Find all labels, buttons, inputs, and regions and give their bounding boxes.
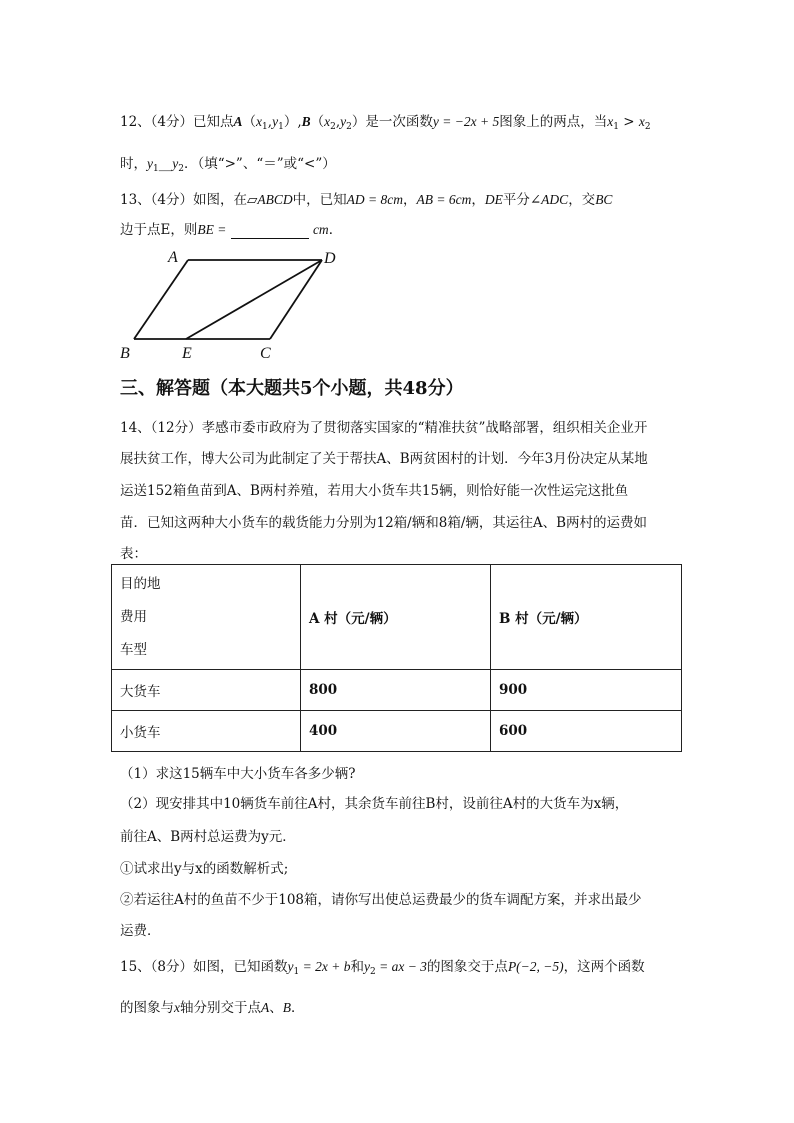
table-row: 小货车 400 600	[112, 711, 682, 752]
label-d: D	[324, 250, 336, 267]
diagonal-header-cell: 目的地 费用 车型	[112, 565, 301, 670]
label-c: C	[260, 345, 271, 362]
q14-part-2-ii: ②若运往A村的鱼苗不少于108箱，请你写出使总运费最少的货车调配方案，并求出最少	[120, 892, 642, 908]
table-row: 大货车 800 900	[112, 670, 682, 711]
q14-part-2-cont: 前往A、B两村总运费为y元．	[120, 829, 296, 845]
q14-part-2-ii-cont: 运费．	[120, 923, 161, 939]
q13-line1: 13、（4分）如图，在▱ABCD中，已知AD = 8cm，AB = 6cm，DE平分∠ADC，交BC	[120, 192, 613, 208]
q14-part-2-i: ①试求出y与x的函数解析式;	[120, 861, 289, 877]
q14-line-5: 表：	[120, 546, 147, 562]
edge-ab	[134, 260, 188, 339]
parallelogram-figure	[112, 246, 352, 364]
freight-cost-table	[111, 564, 682, 752]
q14-line-3: 运送152箱鱼苗到A、B两村养殖，若用大小货车共15辆，则恰好能一次性运完这批鱼	[120, 483, 629, 499]
label-b: B	[120, 345, 130, 362]
q13-line2: 边于点E，则BE = cm．	[120, 222, 343, 238]
q12-function: y = −2x + 5	[432, 114, 500, 129]
answer-blank	[231, 222, 309, 239]
q14-line-4: 苗．已知这两种大小货车的载货能力分别为12箱/辆和8箱/辆，其运往A、B两村的运费如	[120, 515, 648, 531]
q15-line2: 的图象与x轴分别交于点A、B．	[120, 1000, 305, 1016]
q14-part-2: （2）现安排其中10辆货车前往A村，其余货车前往B村，设前往A村的大货车为x辆，	[120, 796, 629, 812]
label-a: A	[168, 249, 178, 266]
section-heading: 三、解答题（本大题共5个小题，共48分）	[120, 378, 464, 399]
label-e: E	[182, 345, 192, 362]
q12-line2: 时，$y_1\_\_y_2$．（填“>”、“＝”或“<”）	[120, 156, 336, 174]
segment-de	[186, 260, 322, 339]
q12-line1: 12、（4分）已知点$A(x_1,y_1),B(x_2,y_2)$是一次函数y = −2x + 5图象上的两点，当$x_1 > x_2$	[120, 114, 651, 132]
q15-line1: 15、（8分）如图，已知函数$y_1 = 2x + b$和$y_2$ = ax − 3的图象交于点P(−2, −5)，这两个函数	[120, 959, 645, 977]
table-header-row	[112, 565, 682, 670]
col-header-a: A 村（元/辆）	[301, 565, 491, 670]
q14-line-1: 14、（12分）孝感市委市政府为了贯彻落实国家的“精准扶贫”战略部署，组织相关企业开	[120, 420, 648, 436]
q14-line-2: 展扶贫工作，博大公司为此制定了关于帮扶A、B两贫困村的计划．今年3月份决定从某地	[120, 451, 648, 467]
edge-dc	[270, 260, 322, 339]
col-header-b: B 村（元/辆）	[491, 565, 682, 670]
q14-part-1: （1）求这15辆车中大小货车各多少辆?	[120, 766, 356, 782]
